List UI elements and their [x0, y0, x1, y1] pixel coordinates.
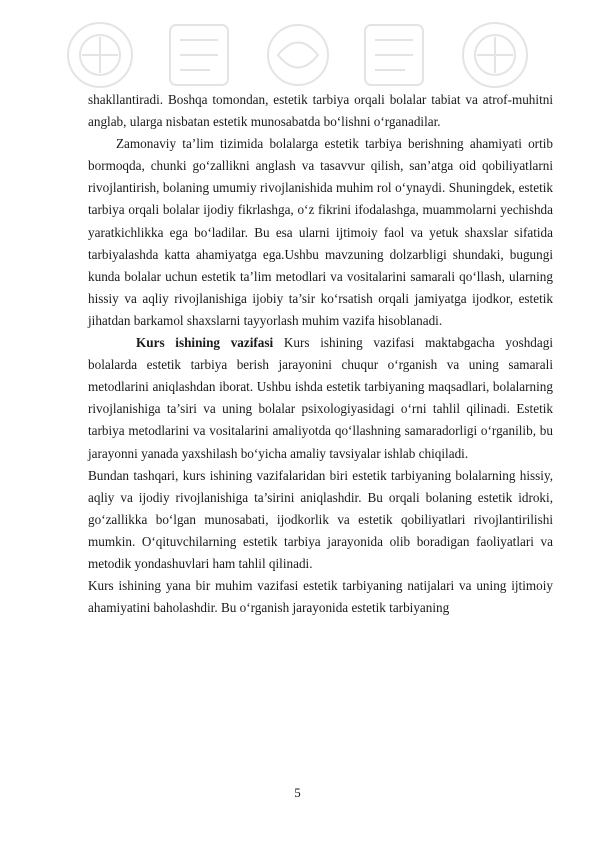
watermark-mark-5	[463, 23, 527, 87]
watermark-mark-1	[68, 23, 132, 87]
document-body	[88, 89, 553, 619]
watermark-mark-4	[365, 25, 423, 85]
paragraph-2: Zamonaviy ta’lim tizimida bolalarga estetik tarbiya berishning ahamiyati ortib bormoqda, chunki go‘zallikni anglash va tasavvur qilish, san’atga oid qobiliyatlarni rivojlantirish, bolaning umumiy rivojlanishida muhim rol o‘ynaydi. Shuningdek, estetik tarbiya orqali bolalar ijodiy fikrlashga, o‘z fikrini ifodalashga, muammolarni yechishda yaratkichlikka ega bo‘ladilar. Bu esa ularni ijtimoiy faol va yetuk shaxslar sifatida tarbiyalashda katta ahamiyatga ega.Ushbu mavzuning dolzarbligi shundaki, bugungi kunda bolalar uchun estetik ta’lim metodlari va vositalarini samarali qo‘llash, ularning hissiy va aqliy rivojlanishiga ijobiy ta’sir ko‘rsatish orqali jamiyatga ijodkor, estetik jihatdan barkamol shaxslarni tayyorlash muhim vazifa hisoblanadi.	[88, 136, 553, 328]
paragraph-3	[88, 332, 553, 465]
watermark-mark-2	[170, 25, 228, 85]
watermark-mark-3	[268, 25, 328, 85]
paragraph-3-text: Kurs ishining vazifasi maktabgacha yoshdagi bolalarda estetik tarbiya berish jarayonini chuqur o‘rganish va uning samarali metodlarini aniqlashdan iborat. Ushbu ishda estetik tarbiyaning maqsadlari, bolalarning rivojlanishiga ta’siri va uning bolalar psixologiyasidagi o‘rni tahlil qilinadi. Estetik tarbiya metodlarini va vositalarini amaliyotda qo‘llashning samaradorligi o‘rganilib, bu jarayonni yanada yaxshilash bo‘yicha amaliy tavsiyalar ishlab chiqiladi.	[88, 335, 553, 461]
paragraph-4: Bundan tashqari, kurs ishining vazifalaridan biri estetik tarbiyaning bolalarning hissiy, aqliy va ijodiy rivojlanishiga ta’sirini aniqlashdir. Bu orqali bolaning estetik idroki, go‘zallikka bo‘lgan munosabati, ijodkorlik va estetik qobiliyatlari rivojlantirilishi mumkin. O‘qituvchilarning estetik tarbiya jarayonida olib boradigan faoliyatlari va metodik yondashuvlari ham tahlil qilinadi.	[88, 467, 553, 571]
paragraph-1: shakllantiradi. Boshqa tomondan, estetik tarbiya orqali bolalar tabiat va atrof-muhitni anglab, ularga nisbatan estetik munosabatda bo‘lishni o‘rganadilar.	[88, 92, 553, 130]
page-number: 5	[294, 785, 301, 800]
paragraph-3-bold-lead: Kurs ishining vazifasi	[136, 335, 274, 351]
paragraph-5: Kurs ishining yana bir muhim vazifasi estetik tarbiyaning natijalari va uning ijtimoiy ahamiyatini baholashdir. Bu o‘rganish jarayonida estetik tarbiyaning	[88, 578, 553, 616]
